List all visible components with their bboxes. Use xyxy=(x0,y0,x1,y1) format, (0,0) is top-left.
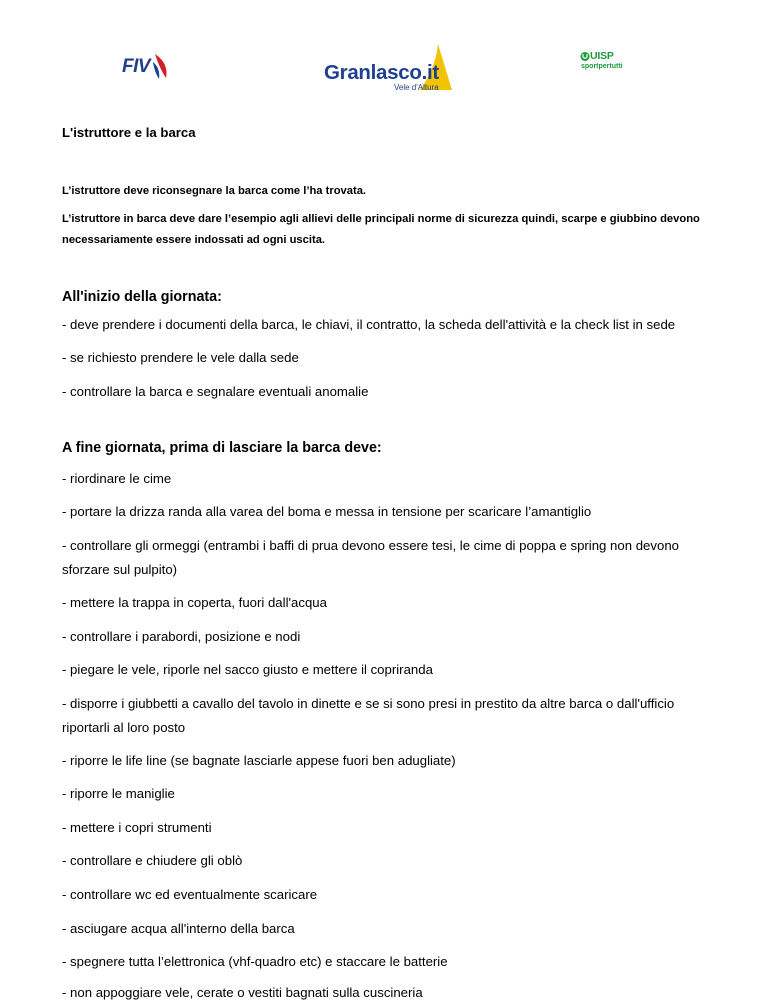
granlasco-logo-text: Granlasco.it xyxy=(324,61,439,84)
list-item: - piegare le vele, riporle nel sacco giusto e mettere il copriranda xyxy=(62,662,433,677)
uisp-logo-text: UISP xyxy=(590,50,614,62)
list-item: - portare la drizza randa alla varea del boma e messa in tensione per scaricare l’amantiglio xyxy=(62,504,592,519)
fiv-sail-icon xyxy=(152,52,172,80)
list-item: - controllare gli ormeggi (entrambi i baffi di prua devono essere tesi, le cime di poppa e spring non devono sforzare sul pulpito) xyxy=(62,538,679,577)
list-item: - asciugare acqua all'interno della barca xyxy=(62,921,295,936)
list-item: - controllare i parabordi, posizione e nodi xyxy=(62,629,301,644)
uisp-logo xyxy=(580,50,632,78)
section-heading-end: A fine giornata, prima di lasciare la barca deve: xyxy=(62,440,382,456)
document-title: L'istruttore e la barca xyxy=(62,125,196,140)
granlasco-logo xyxy=(324,44,474,96)
list-item: - disporre i giubbetti a cavallo del tavolo in dinette e se si sono presi in prestito da altre barca o dall'ufficio riportarli al loro posto xyxy=(62,696,675,735)
list-item: - se richiesto prendere le vele dalla sede xyxy=(62,350,299,365)
section-heading-start: All'inizio della giornata: xyxy=(62,289,222,305)
list-item: - deve prendere i documenti della barca, le chiavi, il contratto, la scheda dell'attività e la check list in sede xyxy=(62,317,676,332)
list-item: - controllare e chiudere gli oblò xyxy=(62,853,243,868)
uisp-mark-icon xyxy=(580,51,590,62)
note-paragraph: L’istruttore in barca deve dare l’esempio agli allievi delle principali norme di sicurezza quindi, scarpe e giubbino devono necessariamente essere indossati ad ogni uscita. xyxy=(62,213,700,246)
list-item: - controllare la barca e segnalare eventuali anomalie xyxy=(62,384,369,399)
fiv-logo xyxy=(122,52,172,82)
note-paragraph: L’istruttore deve riconsegnare la barca come l’ha trovata. xyxy=(62,185,367,197)
uisp-logo-subtitle: sportpertutti xyxy=(581,63,623,70)
list-item: - mettere i copri strumenti xyxy=(62,820,212,835)
granlasco-logo-subtitle: Vele d'Altura xyxy=(394,83,439,92)
list-item: - non appoggiare vele, cerate o vestiti bagnati sulla cuscineria xyxy=(62,985,423,1000)
list-item: - riporre le life line (se bagnate lasciarle appese fuori ben adugliate) xyxy=(62,753,456,768)
list-item: - riporre le maniglie xyxy=(62,786,175,801)
list-item: - mettere la trappa in coperta, fuori dall'acqua xyxy=(62,595,327,610)
list-item: - riordinare le cime xyxy=(62,471,172,486)
list-item: - controllare wc ed eventualmente scaricare xyxy=(62,887,318,902)
list-item: - spegnere tutta l’elettronica (vhf-quadro etc) e staccare le batterie xyxy=(62,954,448,969)
fiv-logo-text: FIV xyxy=(122,56,151,77)
